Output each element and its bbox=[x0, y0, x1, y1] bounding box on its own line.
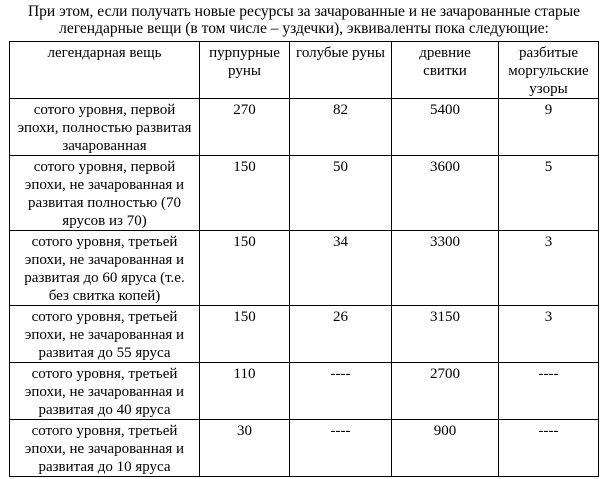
cell-purple: 150 bbox=[200, 306, 290, 363]
cell-purple: 30 bbox=[200, 420, 290, 477]
cell-morgul: ---- bbox=[499, 420, 599, 477]
cell-item-line: сотого уровня, первой bbox=[33, 159, 176, 175]
header-morgul-line-1: разбитые bbox=[518, 45, 579, 61]
cell-scrolls: 900 bbox=[392, 420, 499, 477]
cell-blue: 26 bbox=[290, 306, 392, 363]
header-scrolls-line-1: древние bbox=[419, 45, 471, 61]
cell-item bbox=[10, 99, 200, 156]
cell-item-line: эпохи, не зачарованная и bbox=[24, 327, 185, 343]
header-purple-line-2: руны bbox=[228, 63, 261, 79]
table-header-row bbox=[10, 42, 599, 99]
cell-item-line: эпохи, не зачарованная и bbox=[24, 252, 185, 268]
cell-morgul: 3 bbox=[499, 231, 599, 306]
cell-item-line: эпохи, не зачарованная и bbox=[24, 384, 185, 400]
cell-item-line: эпохи, не зачарованная и bbox=[24, 441, 185, 457]
cell-item bbox=[10, 231, 200, 306]
header-item bbox=[10, 42, 200, 99]
cell-blue: ---- bbox=[290, 363, 392, 420]
cell-item-line: сотого уровня, третьей bbox=[31, 423, 178, 439]
cell-item-line: сотого уровня, третьей bbox=[31, 309, 178, 325]
table-row bbox=[10, 99, 599, 156]
cell-blue: 82 bbox=[290, 99, 392, 156]
cell-item-line: развитая до 55 яруса bbox=[38, 345, 171, 361]
header-scrolls-line-2: свитки bbox=[423, 63, 467, 79]
header-blue-label: голубые руны bbox=[296, 45, 385, 61]
cell-item-line: развитая до 40 яруса bbox=[38, 402, 171, 418]
cell-morgul: 3 bbox=[499, 306, 599, 363]
cell-item-line: ярусов из 70) bbox=[62, 213, 147, 229]
cell-item-line: развитая полностью (70 bbox=[28, 195, 181, 211]
equivalents-table bbox=[9, 41, 599, 477]
table-row bbox=[10, 156, 599, 231]
cell-scrolls: 5400 bbox=[392, 99, 499, 156]
cell-purple: 270 bbox=[200, 99, 290, 156]
cell-item-line: развитая до 10 яруса bbox=[38, 459, 171, 475]
cell-morgul: 9 bbox=[499, 99, 599, 156]
cell-item-line: без свитка копей) bbox=[48, 288, 161, 304]
table-row bbox=[10, 420, 599, 477]
cell-scrolls: 3300 bbox=[392, 231, 499, 306]
cell-item bbox=[10, 363, 200, 420]
cell-item-line: сотого уровня, третьей bbox=[31, 366, 178, 382]
cell-item-line: развитая до 60 яруса (т.е. bbox=[24, 270, 185, 286]
cell-item-line: сотого уровня, третьей bbox=[31, 234, 178, 250]
header-blue-runes bbox=[290, 42, 392, 99]
cell-item bbox=[10, 156, 200, 231]
intro-line-2: легендарные вещи (в том числе – уздечки), эквиваленты пока следующие: bbox=[59, 20, 549, 37]
cell-item bbox=[10, 420, 200, 477]
cell-item-line: эпохи, не зачарованная и bbox=[24, 177, 185, 193]
cell-item bbox=[10, 306, 200, 363]
header-ancient-scrolls bbox=[392, 42, 499, 99]
header-morgul-patterns bbox=[499, 42, 599, 99]
table-row bbox=[10, 231, 599, 306]
intro-line-1: При этом, если получать новые ресурсы за зачарованные и не зачарованные старые bbox=[27, 3, 581, 20]
cell-item-line: зачарованная bbox=[62, 138, 147, 154]
cell-item-line: эпохи, полностью развитая bbox=[17, 120, 192, 136]
table-row bbox=[10, 306, 599, 363]
header-purple-runes bbox=[200, 42, 290, 99]
intro-paragraph bbox=[4, 3, 604, 37]
cell-scrolls: 3150 bbox=[392, 306, 499, 363]
cell-purple: 150 bbox=[200, 156, 290, 231]
cell-morgul: ---- bbox=[499, 363, 599, 420]
table-row bbox=[10, 363, 599, 420]
cell-blue: 50 bbox=[290, 156, 392, 231]
cell-purple: 150 bbox=[200, 231, 290, 306]
header-morgul-line-3: узоры bbox=[529, 81, 568, 97]
cell-blue: ---- bbox=[290, 420, 392, 477]
cell-morgul: 5 bbox=[499, 156, 599, 231]
header-item-label: легендарная вещь bbox=[47, 45, 162, 61]
cell-scrolls: 2700 bbox=[392, 363, 499, 420]
header-purple-line-1: пурпурные bbox=[209, 45, 280, 61]
header-morgul-line-2: моргульские bbox=[508, 63, 589, 79]
cell-purple: 110 bbox=[200, 363, 290, 420]
cell-item-line: сотого уровня, первой bbox=[33, 102, 176, 118]
cell-blue: 34 bbox=[290, 231, 392, 306]
cell-scrolls: 3600 bbox=[392, 156, 499, 231]
